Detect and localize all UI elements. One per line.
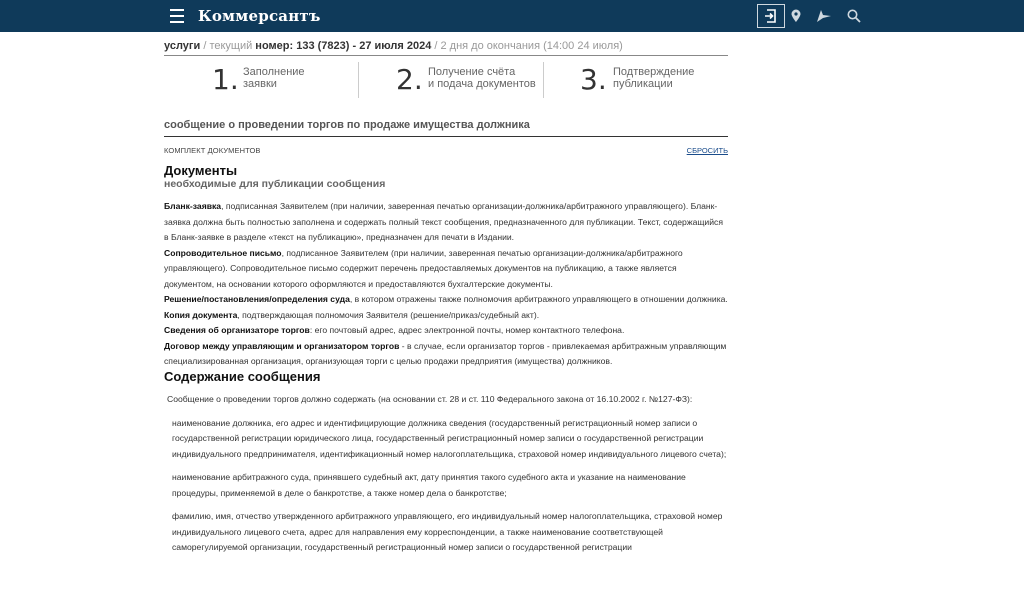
step-separator xyxy=(358,62,359,98)
steps-indicator: 1. Заполнение заявки 2. Получение счёта и подача документов 3. Подтверждение публикации xyxy=(212,63,695,96)
list-item: фамилию, имя, отчество утвержденного арбитражного управляющего, его индивидуальный номер налогоплательщика, страховой номер индивидуального лицевого счета, адрес для направления ему корреспонденции, а также наименование соответствующей саморегулируемой организации, государственный регистрационный номер записи о государственной регистрации xyxy=(172,511,723,552)
site-logo[interactable]: Коммерсантъ xyxy=(198,7,321,25)
breadcrumb-current-label: текущий xyxy=(209,40,253,52)
list-item: наименование должника, его адрес и идентифицирующие должника сведения (государственный регистрационный номер записи о государственной регистрации юридического лица, государственный регистрационный номер записи о государственной регистрации индивидуального предпринимателя, идентификационный номер налогоплательщика, страховой номер индивидуального лицевого счета); xyxy=(172,417,727,459)
location-pin-icon[interactable] xyxy=(784,4,808,28)
list-item: Копия документа, подтверждающая полномочия Заявителя (решение/приказ/судебный акт). xyxy=(164,309,540,320)
issue-number: номер: 133 (7823) - 27 июля 2024 xyxy=(252,40,432,52)
content-requirements-list xyxy=(164,416,728,556)
documents-list xyxy=(164,199,728,370)
list-item: Бланк-заявка, подписанная Заявителем (при наличии, заверенная печатью организации-должника/арбитражного управляющего). Бланк-заявка должна быть полностью заполнена и содержать полный текст сообщения, предназначенного для публикации. Текст, содержащийся в Бланк-заявке в разделе «текст на публикацию», предназначен для печати в Издании. xyxy=(164,201,723,242)
share-icon[interactable] xyxy=(812,4,836,28)
list-item: Договор между управляющим и организатором торгов - в случае, если организатор торгов - привлекаемая арбитражным управляющим специализированная организация, организующая торги с целью продажи предприятия (имущества) должников. xyxy=(164,340,727,366)
breadcrumb-section[interactable]: услуги xyxy=(164,40,201,52)
content-intro: Сообщение о проведении торгов должно содержать (на основании ст. 28 и ст. 110 Федерального закона от 16.10.2002 г. №127-ФЗ): xyxy=(167,393,693,404)
list-item: Сведения об организаторе торгов: его почтовый адрес, адрес электронной почты, номер контактного телефона. xyxy=(164,325,625,335)
search-icon[interactable] xyxy=(842,4,866,28)
menu-icon[interactable] xyxy=(170,9,184,23)
step-separator xyxy=(543,62,544,98)
documents-title: Документы xyxy=(164,163,238,178)
login-icon[interactable] xyxy=(757,4,785,28)
list-item: наименование арбитражного суда, принявшего судебный акт, дату принятия такого судебного акта и указание на наименование процедуры, применяемой в деле о банкротстве, а также номер дела о банкротстве; xyxy=(172,472,686,498)
documents-kit-bar xyxy=(164,146,728,164)
content-title: Содержание сообщения xyxy=(164,368,321,384)
deadline-info: 2 дня до окончания (14:00 24 июля) xyxy=(440,40,623,52)
reset-link[interactable]: СБРОСИТЬ xyxy=(686,146,728,155)
list-item: Сопроводительное письмо, подписанное Заявителем (при наличии, заверенная печатью организации-должника/арбитражного управляющего). Сопроводительное письмо содержит перечень предоставляемых документов на публикацию, а также является документом, на основании которого оформляются и предоставляются бухгалтерские документы. xyxy=(164,247,683,289)
kit-label: КОМПЛЕКТ ДОКУМЕНТОВ xyxy=(164,146,261,155)
list-item: Решение/постановления/определения суда, в котором отражены также полномочия арбитражного управляющего в отношении должника. xyxy=(164,294,728,304)
divider xyxy=(164,55,728,56)
divider xyxy=(164,136,728,137)
documents-subtitle: необходимые для публикации сообщения xyxy=(164,178,386,190)
breadcrumb: услуги / текущий номер: 133 (7823) - 27 июля 2024 / 2 дня до окончания (14:00 24 июля) xyxy=(164,40,623,52)
main-content xyxy=(164,32,728,564)
top-navigation-bar xyxy=(0,0,1024,32)
section-title: сообщение о проведении торгов по продаже имущества должника xyxy=(164,119,530,131)
